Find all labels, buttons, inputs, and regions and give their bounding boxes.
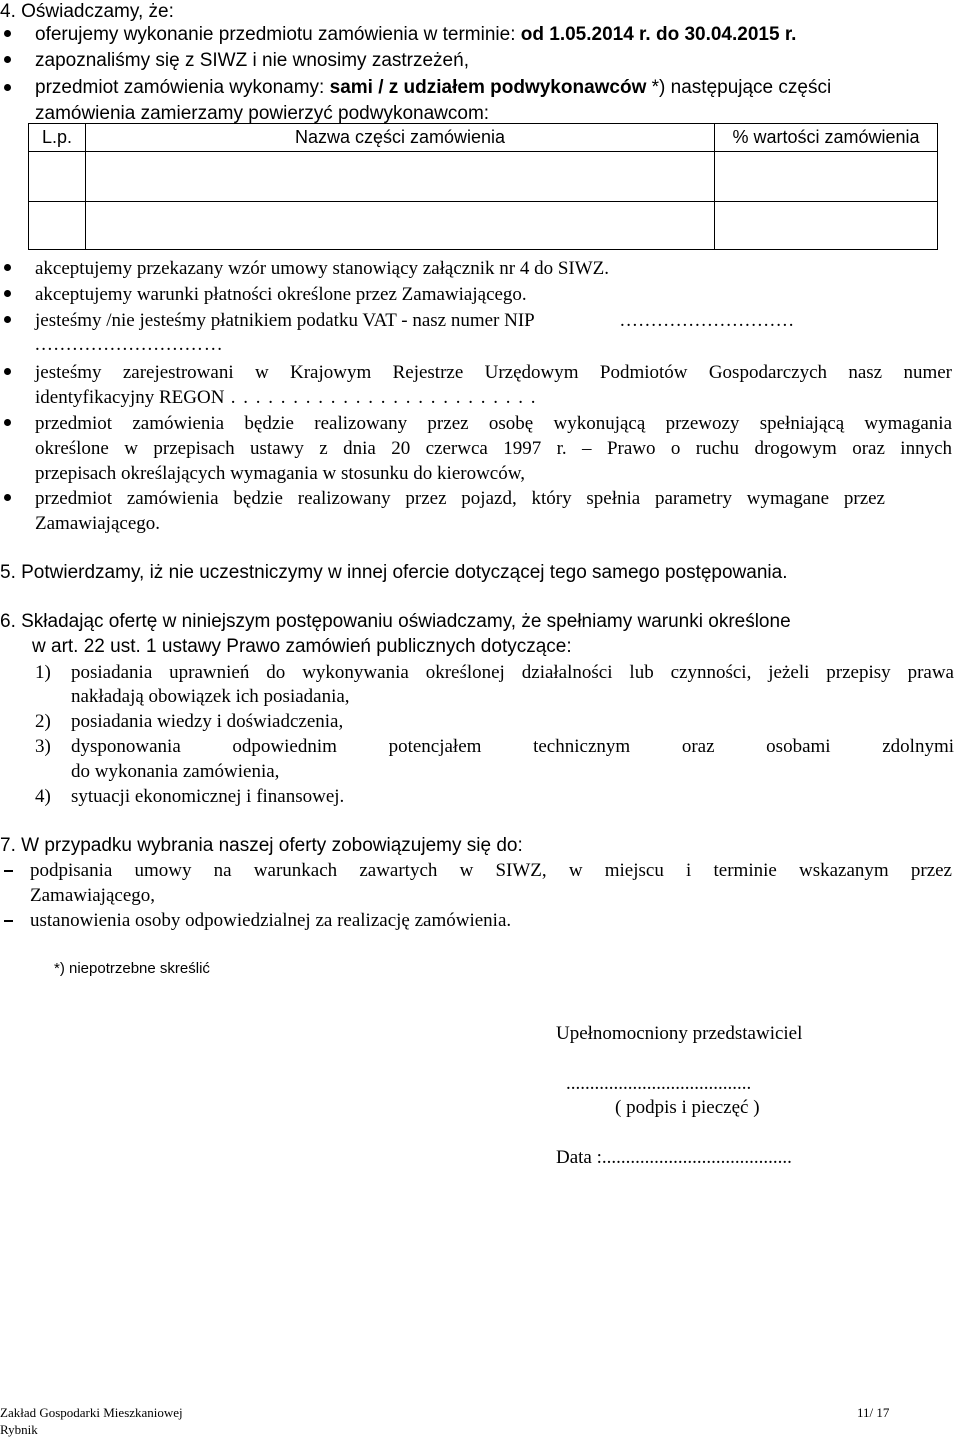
bullet-payment-terms: akceptujemy warunki płatności określone przez Zamawiającego. xyxy=(35,284,527,305)
section-5: 5. Potwierdzamy, iż nie uczestniczymy w innej ofercie dotyczącej tego samego postępowania. xyxy=(0,562,788,583)
duty-sign-contract: podpisania umowy na warunkach zawartych w SIWZ, w miejscu i terminie wskazanym przez xyxy=(30,860,952,881)
table-cell[interactable] xyxy=(29,202,86,250)
bullet-vehicle-line2: Zamawiającego. xyxy=(35,513,161,534)
nip-dots: ............................ xyxy=(620,310,795,331)
bullet-driver-line2: określone w przepisach ustawy z dnia 20 czerwca 1997 r. – Prawo o ruchu drogowym oraz innych xyxy=(35,438,952,459)
item-knowledge: posiadania wiedzy i doświadczenia, xyxy=(71,711,344,732)
signature-dots: ....................................... xyxy=(566,1073,752,1094)
bullet-term: oferujemy wykonanie przedmiotu zamówienia w terminie: od 1.05.2014 r. do 30.04.2015 r. xyxy=(35,24,797,45)
footer-city: Rybnik xyxy=(0,1422,38,1437)
bullet-driver: przedmiot zamówienia będzie realizowany przez osobę wykonującą przewozy spełniającą wymagania xyxy=(35,413,952,434)
bullet xyxy=(4,368,11,375)
table-cell[interactable] xyxy=(715,202,938,250)
date-field: Data :........................................ xyxy=(556,1147,792,1168)
table-cell[interactable] xyxy=(86,202,715,250)
subcontractor-table xyxy=(28,123,938,250)
duty-responsible-person: ustanowienia osoby odpowiedzialnej za realizację zamówienia. xyxy=(30,910,512,931)
bullet xyxy=(4,316,11,323)
col-part-name: Nazwa części zamówienia xyxy=(86,124,715,152)
bullet-vat: jesteśmy /nie jesteśmy płatnikiem podatku VAT - nasz numer NIP xyxy=(35,310,535,331)
table-row xyxy=(29,152,938,202)
item-number: 4) xyxy=(35,786,51,807)
bullet-subcontractors-line2: zamówienia zamierzamy powierzyć podwykonawcom: xyxy=(35,103,490,124)
bullet xyxy=(4,494,11,501)
table-cell[interactable] xyxy=(29,152,86,202)
table-row xyxy=(29,202,938,250)
section-6-line2: w art. 22 ust. 1 ustawy Prawo zamówień publicznych dotyczące: xyxy=(32,636,572,657)
section-6-line1: 6. Składając ofertę w niniejszym postępowaniu oświadczamy, że spełniamy warunki określone xyxy=(0,611,791,632)
table-cell[interactable] xyxy=(86,152,715,202)
item-potential: dysponowania odpowiednim potencjałem technicznym oraz osobami zdolnymi xyxy=(71,736,954,757)
bullet-vehicle: przedmiot zamówienia będzie realizowany przez pojazd, który spełnia parametry wymagane przez xyxy=(35,488,885,509)
section-7-heading: 7. W przypadku wybrania naszej oferty zobowiązujemy się do: xyxy=(0,835,523,856)
item-potential-line2: do wykonania zamówienia, xyxy=(71,761,280,782)
bullet-contract-template: akceptujemy przekazany wzór umowy stanowiący załącznik nr 4 do SIWZ. xyxy=(35,258,609,279)
dash xyxy=(4,920,13,922)
signature-title: Upełnomocniony przedstawiciel xyxy=(556,1023,803,1044)
bullet-driver-line3: przepisach określających wymagania w stosunku do kierowców, xyxy=(35,463,525,484)
item-permits-line2: nakładają obowiązek ich posiadania, xyxy=(71,686,350,707)
bullet xyxy=(4,56,11,63)
bullet xyxy=(4,30,11,37)
table-cell[interactable] xyxy=(715,152,938,202)
bullet-subcontractors: przedmiot zamówienia wykonamy: sami / z udziałem podwykonawców *) następujące części xyxy=(35,77,832,98)
item-number: 1) xyxy=(35,662,51,683)
signature-caption: ( podpis i pieczęć ) xyxy=(615,1097,760,1118)
col-percent: % wartości zamówienia xyxy=(715,124,938,152)
item-economic: sytuacji ekonomicznej i finansowej. xyxy=(71,786,345,807)
duty-sign-contract-line2: Zamawiającego, xyxy=(30,885,156,906)
bullet-regon-line2: identyfikacyjny REGON . . . . . . . . . . . . . . . . . . . . . . . . . xyxy=(35,387,537,408)
bullet xyxy=(4,419,11,426)
col-lp: L.p. xyxy=(29,124,86,152)
bullet xyxy=(4,84,11,91)
dash xyxy=(4,870,13,872)
page-number: 11/ 17 xyxy=(857,1405,890,1420)
bullet-regon: jesteśmy zarejestrowani w Krajowym Rejestrze Urzędowym Podmiotów Gospodarczych nasz numer xyxy=(35,362,952,383)
bullet-siwz: zapoznaliśmy się z SIWZ i nie wnosimy zastrzeżeń, xyxy=(35,50,469,71)
nip-dots-line2: ...........................… xyxy=(35,334,225,355)
bullet xyxy=(4,290,11,297)
item-permits: posiadania uprawnień do wykonywania określonej działalności lub czynności, jeżeli przepisy prawa xyxy=(71,662,954,683)
bullet xyxy=(4,264,11,271)
item-number: 3) xyxy=(35,736,51,757)
item-number: 2) xyxy=(35,711,51,732)
footnote: *) niepotrzebne skreślić xyxy=(54,960,210,977)
footer-company: Zakład Gospodarki Mieszkaniowej xyxy=(0,1405,183,1420)
section-4-heading: 4. Oświadczamy, że: xyxy=(0,1,174,22)
